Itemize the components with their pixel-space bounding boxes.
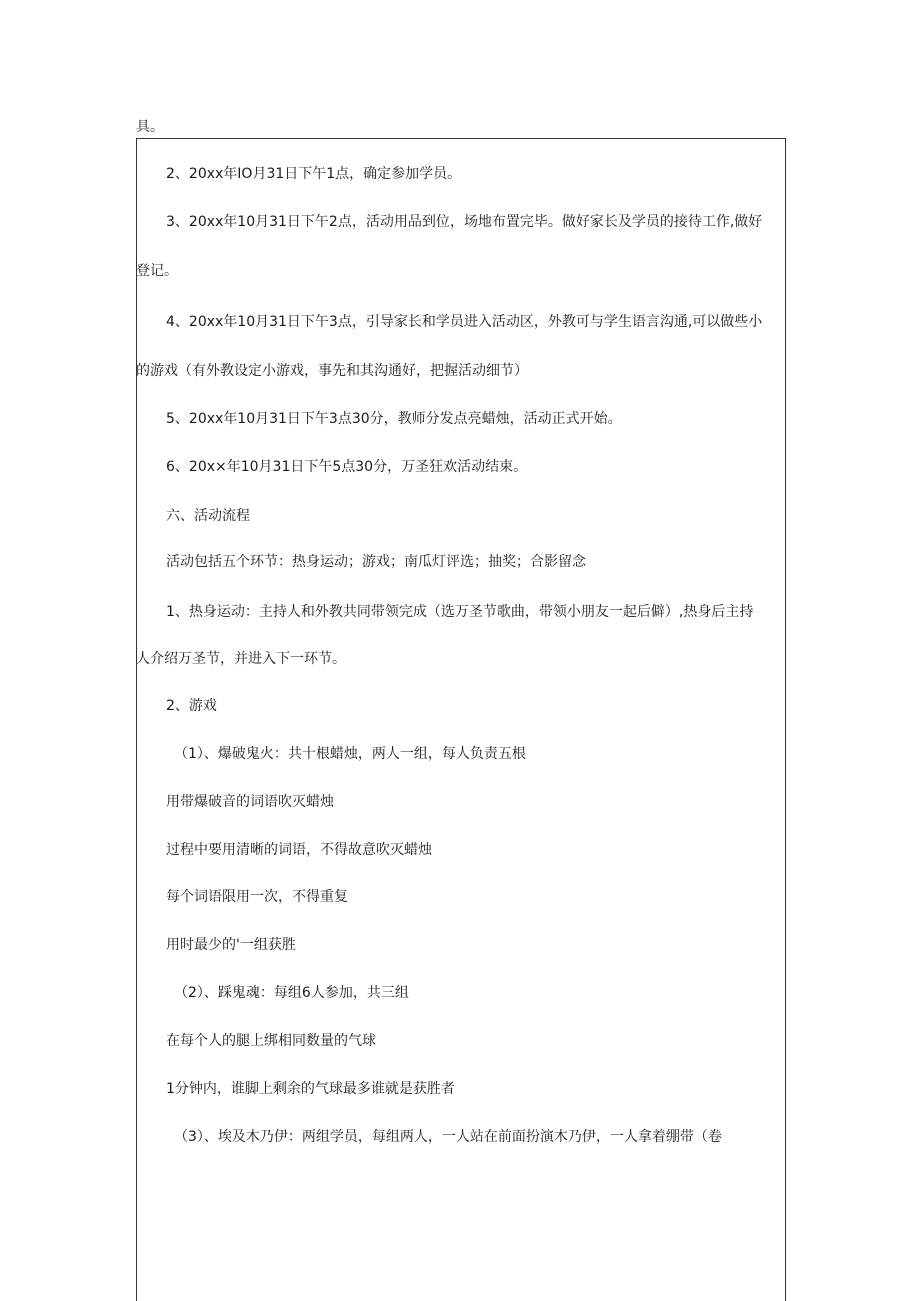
text-line: 每个词语限用一次，不得重复 bbox=[166, 889, 348, 905]
text-line: 3、20xx年10月31日下午2点，活动用品到位，场地布置完毕。做好家长及学员的接待工作,做好 bbox=[166, 214, 763, 230]
text-line: 用带爆破音的词语吹灭蜡烛 bbox=[166, 794, 334, 810]
text-line: 1分钟内，谁脚上剩余的气球最多谁就是获胜者 bbox=[166, 1081, 455, 1097]
text-line: 的游戏（有外教设定小游戏，事先和其沟通好，把握活动细节） bbox=[136, 363, 528, 379]
text-line: 用时最少的'一组获胜 bbox=[166, 937, 296, 953]
text-line: （1）、爆破鬼火：共十根蜡烛，两人一组，每人负责五根 bbox=[174, 746, 526, 762]
text-line: 6、20x×年10月31日下午5点30分，万圣狂欢活动结束。 bbox=[166, 459, 528, 475]
text-line: 活动包括五个环节：热身运动；游戏；南瓜灯评选；抽奖；合影留念 bbox=[166, 554, 586, 570]
text-line: （2）、踩鬼魂：每组6人参加，共三组 bbox=[174, 985, 409, 1001]
section-heading: 六、活动流程 bbox=[166, 508, 250, 524]
text-line: 具。 bbox=[136, 119, 164, 135]
text-line: 在每个人的腿上绑相同数量的气球 bbox=[166, 1033, 376, 1049]
text-line: 4、20xx年10月31日下午3点，引导家长和学员进入活动区，外教可与学生语言沟通,可以做些小 bbox=[166, 314, 763, 330]
text-line: 2、20xx年IO月31日下午1点，确定参加学员。 bbox=[166, 166, 462, 182]
text-line: 过程中要用清晰的词语，不得故意吹灭蜡烛 bbox=[166, 842, 432, 858]
text-line: 1、热身运动：主持人和外教共同带领完成（选万圣节歌曲，带领小朋友一起后僻）,热身后主持 bbox=[166, 604, 754, 620]
text-line: 2、游戏 bbox=[166, 698, 217, 714]
text-line: 人介绍万圣节，并进入下一环节。 bbox=[136, 651, 346, 667]
text-line: 5、20xx年10月31日下午3点30分，教师分发点亮蜡烛，活动正式开始。 bbox=[166, 411, 622, 427]
text-line: 登记。 bbox=[136, 263, 178, 279]
text-line: （3）、埃及木乃伊：两组学员，每组两人，一人站在前面扮演木乃伊，一人拿着绷带（卷 bbox=[174, 1129, 722, 1145]
